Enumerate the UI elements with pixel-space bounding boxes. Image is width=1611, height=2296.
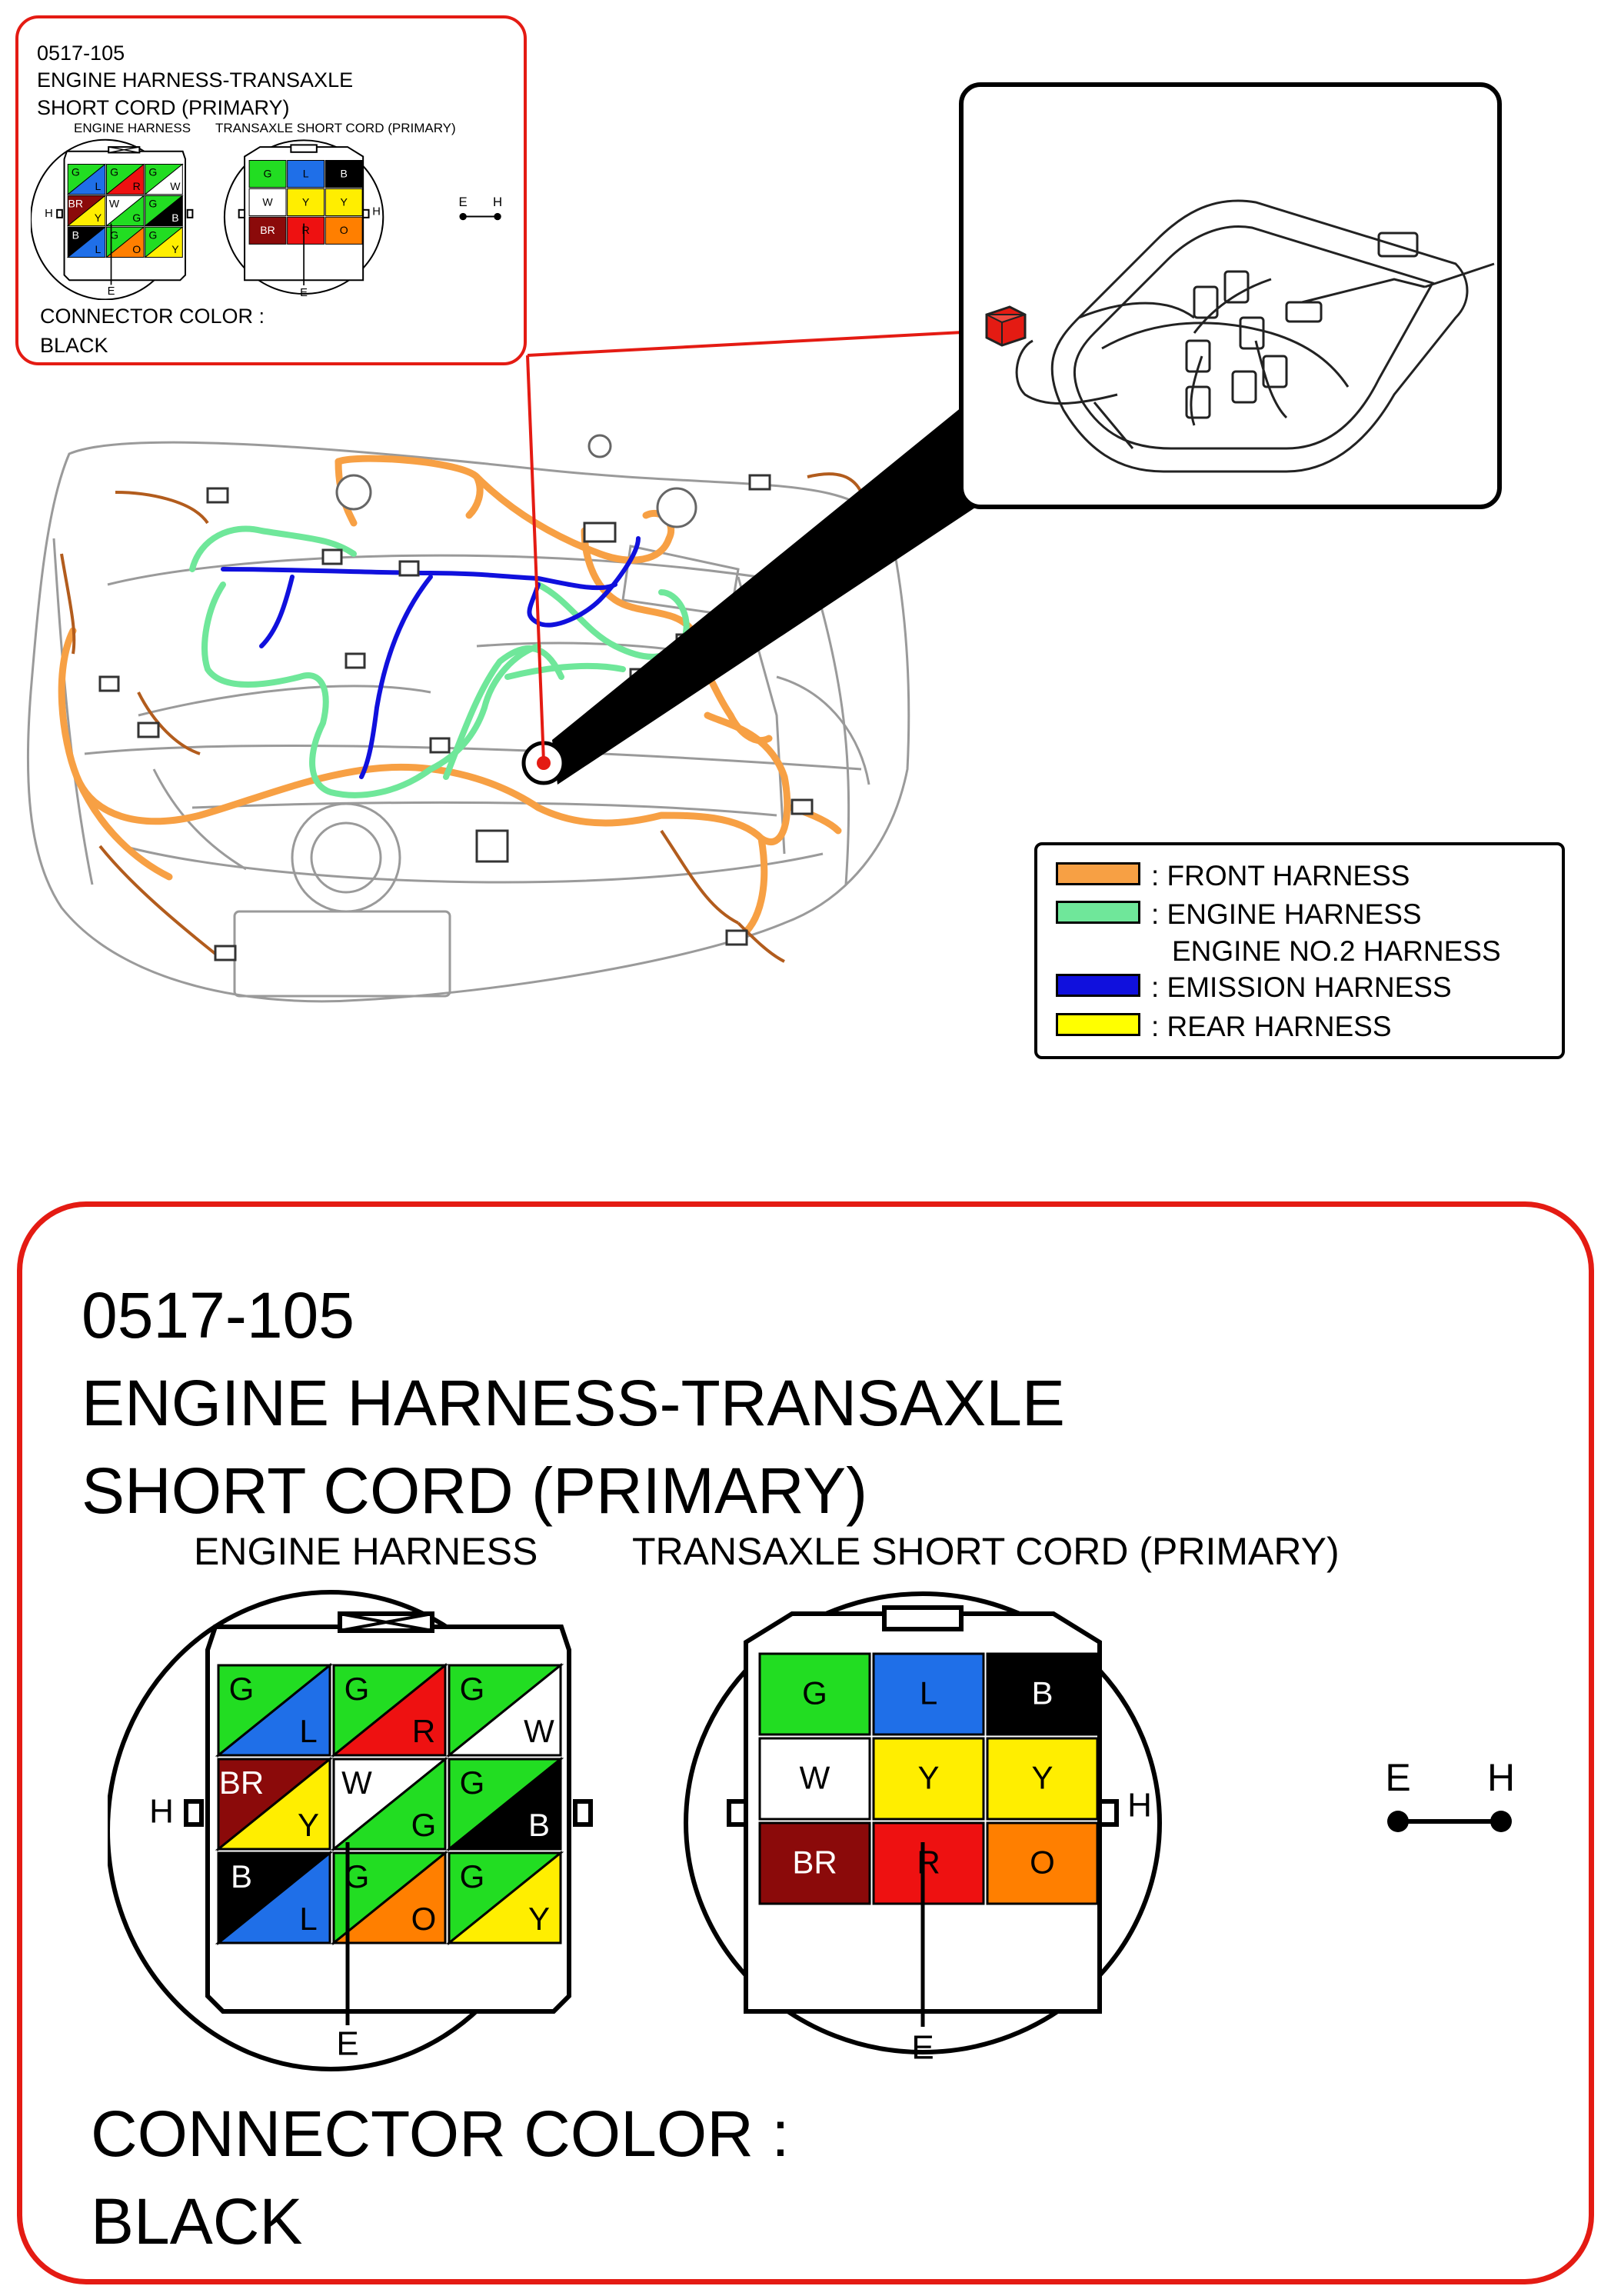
engine-pin-9-bottom-label: Y (528, 1901, 551, 1938)
transaxle-pin-5-label: Y (917, 1759, 940, 1796)
engine-pin-2-bottom-label: R (132, 180, 141, 193)
engine-pin-8-top-label: G (110, 228, 119, 242)
small-connector-code: 0517-105 (37, 42, 125, 65)
transaxle-pin-7-label: BR (792, 1844, 837, 1881)
small-transaxle-caption: TRANSAXLE SHORT CORD (PRIMARY) (215, 121, 456, 135)
engine-pin-4-top-label: BR (218, 1764, 265, 1801)
engine-pin-8-bottom-label: O (132, 242, 141, 255)
jumper-h-terminal (1490, 1811, 1512, 1832)
legend-swatch-rear (1056, 1013, 1140, 1036)
connector-title-line1: ENGINE HARNESS-TRANSAXLE (82, 1367, 1065, 1439)
transaxle-h-label: H (1127, 1786, 1152, 1824)
small-connector-diagrams (31, 135, 515, 300)
legend-label-front: : FRONT HARNESS (1151, 860, 1410, 891)
transaxle-pin-4-label: W (262, 195, 273, 208)
connector-diagram-group (108, 1592, 1515, 2069)
engine-harness-key-right (575, 1801, 591, 1824)
legend-swatch-engine (1056, 901, 1140, 924)
engine-pin-3-top-label: G (459, 1671, 485, 1708)
transaxle-pin-8-label: R (917, 1844, 940, 1881)
small-connector-title-line2: SHORT CORD (PRIMARY) (37, 96, 290, 119)
engine-pin-1-top-label: G (228, 1671, 255, 1708)
engine-pin-5-top-label: W (108, 197, 120, 210)
engine-pin-7-bottom-label: L (95, 242, 102, 255)
engine-pin-2-top-label: G (344, 1671, 370, 1708)
transaxle-pin-9-label: O (1030, 1844, 1055, 1881)
engine-pin-5-bottom-label: G (132, 211, 141, 224)
transaxle-pin-8-label: R (301, 224, 310, 237)
detail-drawing (964, 87, 1497, 505)
engine-harness-caption: ENGINE HARNESS (194, 1530, 538, 1573)
transaxle-key-right (1100, 1801, 1117, 1824)
engine-pin-1-top-label: G (71, 165, 80, 178)
transaxle-latch (884, 1608, 961, 1629)
transaxle-pin-2-label: L (919, 1675, 938, 1711)
engine-pin-6-bottom-label: B (171, 211, 179, 224)
transaxle-pin-4-label: W (799, 1759, 830, 1796)
jumper-h-label: H (492, 195, 503, 210)
engine-pin-9-bottom-label: Y (171, 242, 179, 255)
engine-pin-9-top-label: G (148, 228, 158, 242)
connector-code: 0517-105 (82, 1279, 354, 1351)
legend-label-rear: : REAR HARNESS (1151, 1011, 1392, 1042)
transaxle-pin-2-label: L (302, 167, 309, 180)
small-connector-title-line1: ENGINE HARNESS-TRANSAXLE (37, 68, 354, 92)
legend-label-engine-no2: ENGINE NO.2 HARNESS (1172, 935, 1501, 967)
engine-harness-e-label: E (107, 285, 115, 298)
transaxle-key-left (729, 1801, 746, 1824)
engine-harness-key-left (186, 1801, 201, 1824)
engine-pin-8-top-label: G (344, 1858, 370, 1895)
engine-pin-8-bottom-label: O (411, 1901, 437, 1938)
engine-harness-key-right (188, 210, 193, 218)
jumper-h-label: H (1486, 1756, 1516, 1800)
engine-pin-4-bottom-label: Y (297, 1807, 320, 1844)
engine-harness-h-label: H (149, 1792, 174, 1831)
jumper-e-terminal (1387, 1811, 1409, 1832)
engine-pin-2-top-label: G (110, 165, 119, 178)
transaxle-short-cord-caption: TRANSAXLE SHORT CORD (PRIMARY) (632, 1530, 1340, 1573)
legend-label-engine: : ENGINE HARNESS (1151, 898, 1422, 930)
transaxle-pin-7-label: BR (260, 224, 275, 237)
jumper-h-terminal (494, 213, 501, 220)
transaxle-h-label: H (372, 205, 381, 218)
connector-pin-diagrams (108, 1577, 1546, 2092)
engine-pin-7-top-label: B (230, 1858, 253, 1895)
connector-diagram-group (31, 140, 502, 300)
transaxle-key-left (239, 210, 245, 218)
connector-title-line2: SHORT CORD (PRIMARY) (82, 1455, 868, 1527)
engine-pin-6-top-label: G (148, 197, 158, 210)
engine-pin-7-bottom-label: L (299, 1901, 318, 1938)
engine-pin-5-top-label: W (341, 1764, 372, 1801)
legend-swatch-emission (1056, 974, 1140, 997)
jumper-e-label: E (458, 195, 468, 210)
engine-harness-key-left (57, 210, 62, 218)
engine-pin-4-bottom-label: Y (94, 211, 102, 224)
small-connector-color-line2: BLACK (40, 334, 108, 357)
engine-harness-h-label: H (45, 208, 53, 221)
jumper-e-terminal (459, 213, 466, 220)
engine-pin-6-top-label: G (459, 1764, 485, 1801)
transaxle-pin-1-label: G (802, 1675, 827, 1711)
engine-pin-3-top-label: G (148, 165, 158, 178)
transaxle-pin-6-label: Y (340, 195, 348, 208)
engine-pin-1-bottom-label: L (299, 1713, 318, 1750)
transaxle-key-right (363, 210, 368, 218)
engine-pin-2-bottom-label: R (411, 1713, 436, 1750)
engine-pin-1-bottom-label: L (95, 180, 102, 193)
connector-color-line1: CONNECTOR COLOR : (91, 2098, 790, 2170)
jumper-e-label: E (1385, 1756, 1411, 1800)
small-engine-harness-caption: ENGINE HARNESS (74, 121, 191, 135)
engine-pin-5-bottom-label: G (411, 1807, 437, 1844)
transaxle-pin-5-label: Y (301, 195, 310, 208)
transaxle-e-label: E (300, 286, 308, 299)
engine-pin-9-top-label: G (459, 1858, 485, 1895)
transaxle-pin-1-label: G (263, 167, 272, 180)
engine-pin-3-bottom-label: W (524, 1713, 554, 1750)
transaxle-pin-9-label: O (339, 224, 348, 237)
engine-pin-7-top-label: B (72, 228, 79, 242)
legend-label-emission: : EMISSION HARNESS (1151, 971, 1452, 1003)
engine-pin-3-bottom-label: W (170, 180, 181, 193)
transaxle-pin-6-label: Y (1031, 1759, 1053, 1796)
engine-pin-4-top-label: BR (68, 197, 84, 210)
connector-color-line2: BLACK (91, 2185, 303, 2258)
transaxle-pin-3-label: B (340, 167, 348, 180)
engine-pin-6-bottom-label: B (528, 1807, 551, 1844)
legend-swatch-front (1056, 862, 1140, 885)
transaxle-latch (291, 145, 317, 152)
engine-harness-e-label: E (336, 2024, 359, 2063)
transaxle-pin-3-label: B (1031, 1675, 1053, 1711)
transaxle-e-label: E (911, 2028, 934, 2067)
small-connector-color-line1: CONNECTOR COLOR : (40, 305, 265, 328)
